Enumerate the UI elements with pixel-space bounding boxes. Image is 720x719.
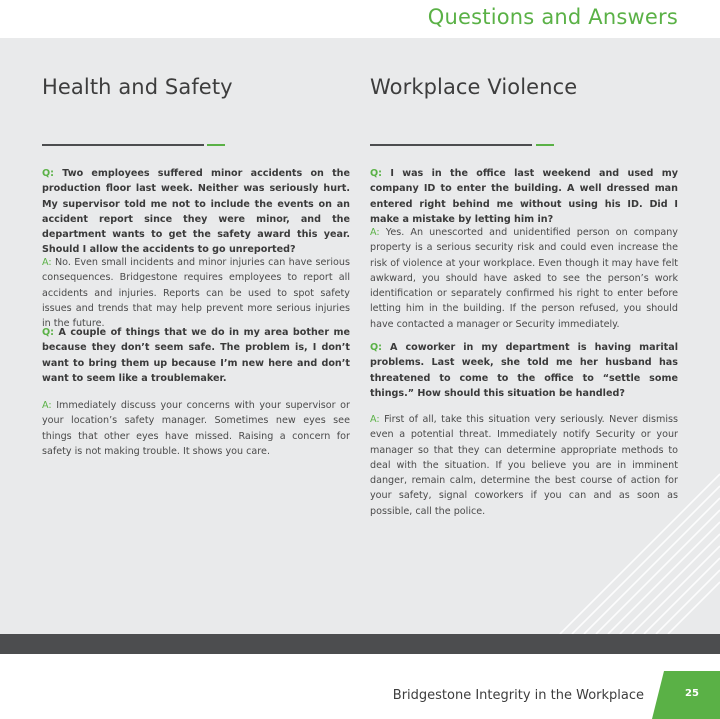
section-title-workplace-violence: Workplace Violence (370, 75, 578, 99)
q-label: Q: (370, 342, 382, 353)
question-text: Two employees suffered minor accidents on the production floor last week. Neither was seriously hurt. My supervisor told me not to include the events on an accident report since they were minor, and the department wants to get the safety award this year. Should I allow the accidents to go unreported? (42, 168, 350, 256)
a-label: A: (42, 257, 52, 268)
left-question-1 (42, 166, 350, 258)
header-band (0, 0, 720, 38)
right-question-2 (370, 340, 678, 401)
left-answer-1 (42, 255, 350, 331)
a-label: A: (370, 227, 380, 238)
title-rule (42, 144, 204, 146)
left-answer-2 (42, 398, 350, 459)
question-text: A coworker in my department is having marital problems. Last week, she told me her husband has threatened to come to the office to “settle some things.” How should this situation be handled? (370, 342, 678, 399)
footer-divider-bar (0, 634, 720, 654)
q-label: Q: (42, 327, 54, 338)
title-accent (536, 144, 554, 146)
question-text: I was in the office last weekend and used my company ID to enter the building. A well dressed man entered right behind me without using his ID. Did I make a mistake by letting him in? (370, 168, 678, 225)
page-heading: Questions and Answers (427, 5, 678, 29)
q-label: Q: (370, 168, 382, 179)
right-answer-1 (370, 225, 678, 332)
a-label: A: (42, 400, 52, 411)
left-question-2 (42, 325, 350, 386)
answer-text: First of all, take this situation very seriously. Never dismiss even a potential threat. Immediately notify Security or your manager so that they can determine appropriate methods to deal with the situation. If you believe you are in imminent danger, remain calm, determine the best course of action for your safety, signal coworkers if you can and as soon as possible, call the police. (370, 414, 678, 517)
question-text: A couple of things that we do in my area bother me because they don’t seem safe. The problem is, I don’t want to bring them up because I’m new here and don’t want to seem like a troublemaker. (42, 327, 351, 384)
answer-text: No. Even small incidents and minor injuries can have serious consequences. Bridgestone requires employees to report all accidents and injuries. Reports can be used to spot safety issues and trends that may help prevent more serious injuries in the future. (42, 257, 350, 330)
title-accent (207, 144, 225, 146)
right-question-1 (370, 166, 678, 227)
title-rule (370, 144, 532, 146)
q-label: Q: (42, 168, 54, 179)
answer-text: Yes. An unescorted and unidentified person on company property is a serious security risk and could even increase the risk of violence at your workplace. Even though it may have felt awkward, you should have asked to see the person’s work identification or separately confirmed his right to enter before letting him in the building. If the person refused, you should have contacted a manager or Security immediately. (370, 227, 678, 330)
a-label: A: (370, 414, 380, 425)
footer-document-title: Bridgestone Integrity in the Workplace (392, 688, 644, 703)
page-number: 25 (685, 688, 699, 699)
answer-text: Immediately discuss your concerns with your supervisor or your location’s safety manager. Sometimes new eyes see things that other eyes have missed. Raising a concern for safety is not making trouble. It shows you care. (42, 400, 350, 457)
section-title-health-safety: Health and Safety (42, 75, 233, 99)
right-answer-2 (370, 412, 678, 519)
